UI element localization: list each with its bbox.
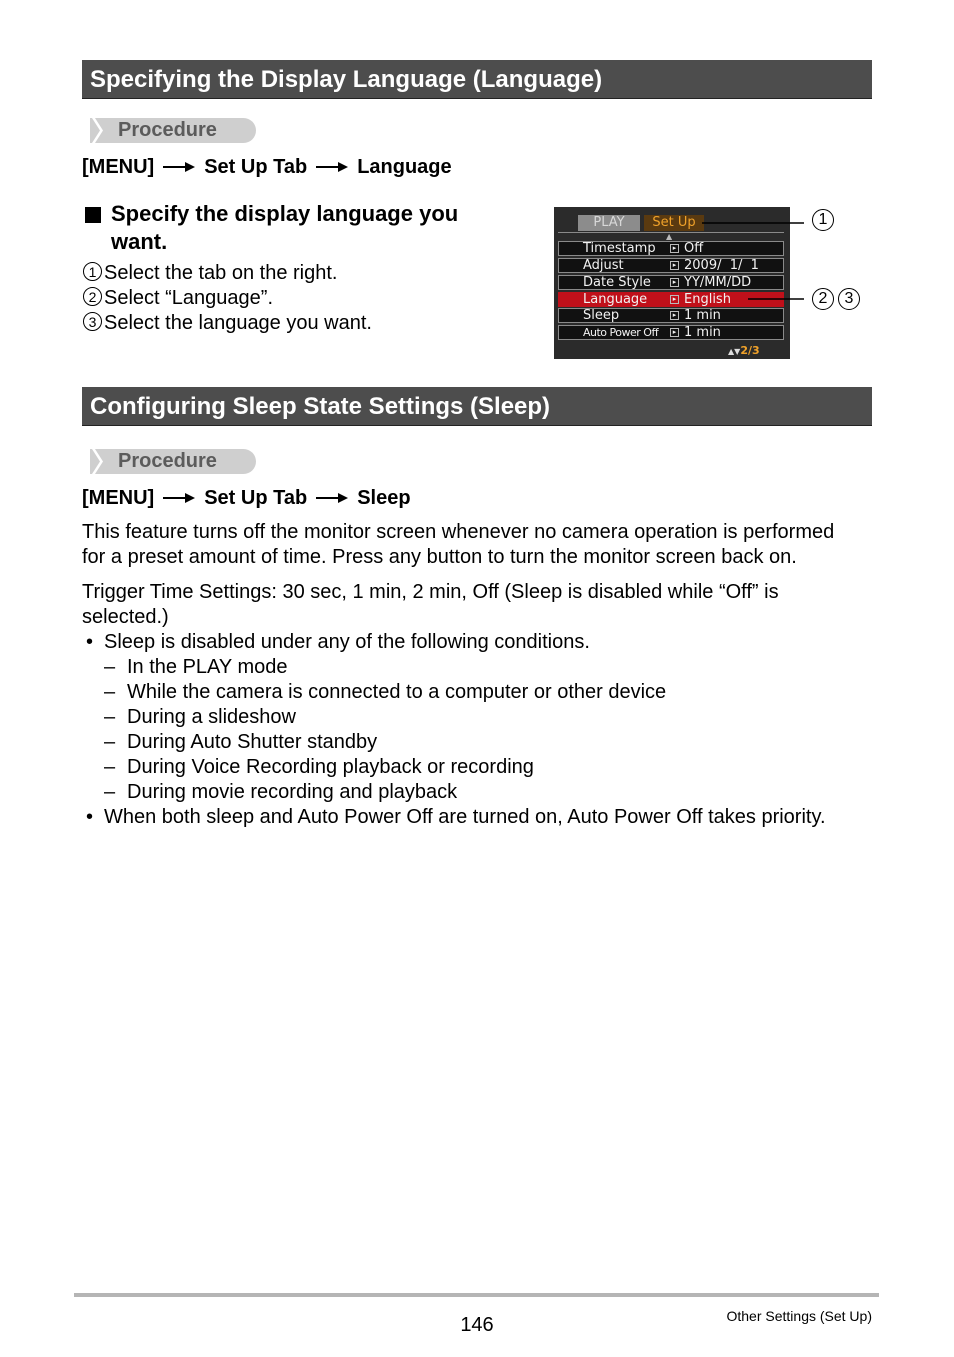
circled-number: 2 bbox=[812, 288, 834, 310]
arrow-right-icon bbox=[163, 492, 195, 504]
sub-item-text: During Auto Shutter standby bbox=[127, 731, 378, 753]
circled-number: 2 bbox=[83, 287, 102, 306]
chevron-right-icon bbox=[84, 118, 104, 143]
up-down-icon: ▲▼ bbox=[728, 347, 741, 356]
menu-row-key: Adjust bbox=[583, 258, 624, 273]
bullet-item bbox=[86, 630, 590, 655]
menu-row-key: Date Style bbox=[583, 275, 651, 290]
footer-section-name: Other Settings (Set Up) bbox=[726, 1308, 872, 1324]
arrow-right-icon bbox=[316, 161, 348, 173]
step-heading-line: Specify the display language you bbox=[111, 201, 459, 226]
procedure-label: Procedure bbox=[118, 450, 217, 472]
callout-2-3 bbox=[812, 288, 864, 310]
dash-icon: – bbox=[104, 781, 116, 803]
menu-row-key: Auto Power Off bbox=[583, 326, 659, 339]
page-indicator-text: 2/3 bbox=[740, 344, 760, 357]
menu-row-value: 1 min bbox=[684, 308, 721, 323]
sub-item bbox=[104, 655, 287, 680]
bullet-item bbox=[86, 805, 826, 830]
bullet-dot-icon: • bbox=[86, 806, 94, 828]
procedure-tag bbox=[84, 449, 256, 474]
section-heading-sleep: Configuring Sleep State Settings (Sleep) bbox=[82, 387, 872, 426]
menu-path-step: [MENU] bbox=[82, 486, 155, 509]
bullet-text: When both sleep and Auto Power Off are turned on, Auto Power Off takes priority. bbox=[104, 806, 826, 828]
dash-icon: – bbox=[104, 731, 116, 753]
step-item bbox=[83, 311, 372, 336]
sub-item-text: During a slideshow bbox=[127, 706, 296, 728]
menu-path bbox=[82, 154, 452, 180]
step-text: Select “Language”. bbox=[104, 287, 274, 309]
submenu-arrow-icon: ▸ bbox=[670, 278, 679, 287]
chevron-right-icon bbox=[84, 449, 104, 474]
dash-icon: – bbox=[104, 656, 116, 678]
step-item bbox=[83, 261, 372, 286]
submenu-arrow-icon: ▸ bbox=[670, 311, 679, 320]
submenu-arrow-icon: ▸ bbox=[670, 261, 679, 270]
sub-item-text: During Voice Recording playback or recording bbox=[127, 756, 534, 778]
menu-row bbox=[558, 325, 784, 340]
arrow-right-icon bbox=[316, 492, 348, 504]
paragraph-line: for a preset amount of time. Press any button to turn the monitor screen back on. bbox=[82, 546, 797, 568]
page-number: 146 bbox=[460, 1314, 494, 1336]
page-indicator bbox=[728, 344, 760, 358]
menu-path-step: Sleep bbox=[357, 486, 411, 509]
arrow-right-icon bbox=[163, 161, 195, 173]
circled-number: 3 bbox=[838, 288, 860, 310]
sub-item bbox=[104, 705, 296, 730]
callout-1 bbox=[812, 209, 838, 231]
step-text: Select the language you want. bbox=[104, 312, 372, 334]
square-bullet-icon bbox=[85, 207, 101, 223]
menu-path-step: Set Up Tab bbox=[204, 155, 308, 178]
menu-row-value: Off bbox=[684, 241, 704, 256]
sub-item bbox=[104, 680, 666, 705]
bullet-text: Sleep is disabled under any of the following conditions. bbox=[104, 631, 590, 653]
paragraph-sleep-description bbox=[82, 520, 834, 570]
dash-icon: – bbox=[104, 681, 116, 703]
sub-item-text: In the PLAY mode bbox=[127, 656, 288, 678]
section-heading-language: Specifying the Display Language (Language) bbox=[82, 60, 872, 99]
paragraph-trigger-time bbox=[82, 580, 779, 630]
menu-row bbox=[558, 308, 784, 323]
bullet-dot-icon: • bbox=[86, 631, 94, 653]
sub-item bbox=[104, 730, 377, 755]
menu-row-value: English bbox=[684, 292, 731, 307]
step-item bbox=[83, 286, 372, 311]
step-list bbox=[83, 261, 372, 336]
dash-icon: – bbox=[104, 756, 116, 778]
sub-item bbox=[104, 780, 457, 805]
submenu-arrow-icon: ▸ bbox=[670, 328, 679, 337]
menu-path-step: Language bbox=[357, 155, 452, 178]
scroll-up-icon: ▲ bbox=[666, 232, 673, 241]
callout-lines bbox=[700, 212, 810, 307]
footer-divider bbox=[74, 1293, 879, 1297]
submenu-arrow-icon: ▸ bbox=[670, 295, 679, 304]
menu-row-value: YY/MM/DD bbox=[684, 275, 752, 290]
menu-row-key: Timestamp bbox=[583, 241, 656, 256]
circled-number: 1 bbox=[83, 262, 102, 281]
step-heading-line: want. bbox=[111, 229, 168, 254]
paragraph-line: This feature turns off the monitor screen whenever no camera operation is performed bbox=[82, 521, 835, 543]
sub-item bbox=[104, 755, 534, 780]
submenu-arrow-icon: ▸ bbox=[670, 244, 679, 253]
step-text: Select the tab on the right. bbox=[104, 262, 338, 284]
paragraph-line: selected.) bbox=[82, 606, 169, 628]
dash-icon: – bbox=[104, 706, 116, 728]
circled-number: 3 bbox=[83, 312, 102, 331]
tab-setup: Set Up bbox=[652, 215, 696, 230]
tab-play: PLAY bbox=[593, 215, 625, 230]
circled-number: 1 bbox=[812, 209, 834, 231]
menu-row-key: Sleep bbox=[583, 308, 620, 323]
sub-item-text: While the camera is connected to a computer or other device bbox=[127, 681, 667, 703]
menu-path-step: Set Up Tab bbox=[204, 486, 308, 509]
sub-item-text: During movie recording and playback bbox=[127, 781, 458, 803]
procedure-tag bbox=[84, 118, 256, 143]
menu-row-value: 1 min bbox=[684, 325, 721, 340]
menu-row-key: Language bbox=[583, 292, 648, 307]
procedure-label: Procedure bbox=[118, 119, 217, 141]
menu-row-value: 2009/ 1/ 1 bbox=[684, 258, 759, 273]
menu-path bbox=[82, 485, 411, 511]
menu-path-step: [MENU] bbox=[82, 155, 155, 178]
step-heading bbox=[111, 200, 458, 256]
paragraph-line: Trigger Time Settings: 30 sec, 1 min, 2 min, Off (Sleep is disabled while “Off” is bbox=[82, 581, 779, 603]
